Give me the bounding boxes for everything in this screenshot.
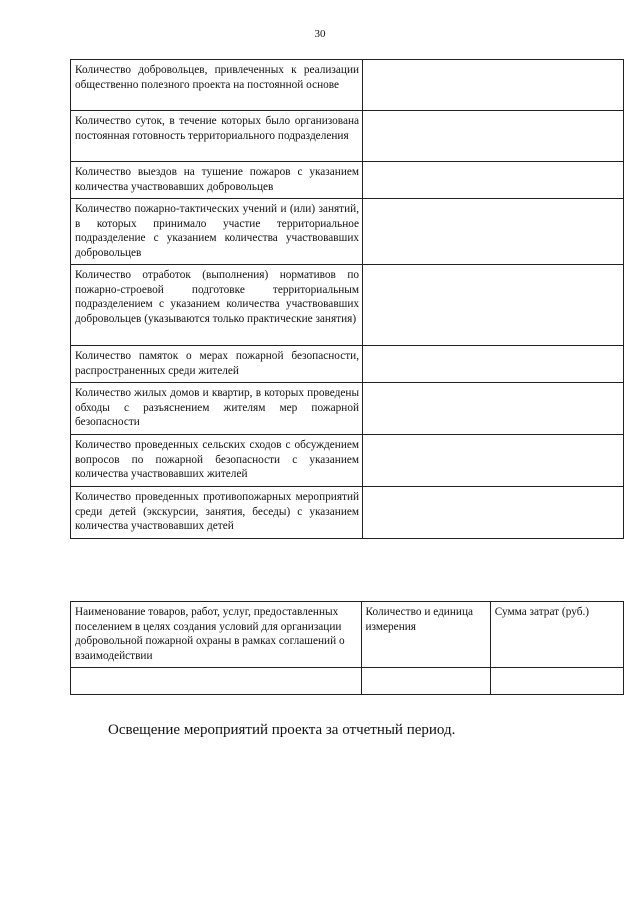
column-header-quantity: Количество и единица измерения: [361, 602, 490, 668]
indicator-value: [363, 346, 624, 383]
costs-table: [70, 601, 624, 695]
table-row: [71, 346, 624, 383]
indicator-label: Количество проведенных сельских сходов с обсуждением вопросов по пожарной безопасности с указанием количества участвовавших жителей: [71, 435, 363, 487]
indicator-label: Количество выездов на тушение пожаров с указанием количества участвовавших добровольцев: [71, 162, 363, 199]
table-row: [71, 60, 624, 111]
indicator-value: [363, 199, 624, 265]
indicator-label: Количество проведенных противопожарных мероприятий среди детей (экскурсии, занятия, беседы) с указанием количества участвовавших детей: [71, 487, 363, 539]
indicator-label: Количество отработок (выполнения) нормативов по пожарно-строевой подготовке территориальным подразделением с указанием количества участвовавших добровольцев (указываются только практические занятия): [71, 265, 363, 346]
indicators-table: [70, 59, 624, 539]
indicator-value: [363, 60, 624, 111]
indicator-label: Количество добровольцев, привлеченных к реализации общественно полезного проекта на постоянной основе: [71, 60, 363, 111]
table-row: [71, 265, 624, 346]
table-row: [71, 111, 624, 162]
column-header-name: Наименование товаров, работ, услуг, предоставленных поселением в целях создания условий для организации добровольной пожарной охраны в рамках соглашений о взаимодействии: [71, 602, 362, 668]
table-header-row: [71, 602, 624, 668]
table-row: [71, 199, 624, 265]
table-row: [71, 383, 624, 435]
section-heading: Освещение мероприятий проекта за отчетный период.: [108, 722, 456, 738]
indicator-value: [363, 383, 624, 435]
indicator-label: Количество памяток о мерах пожарной безопасности, распространенных среди жителей: [71, 346, 363, 383]
table-row: [71, 162, 624, 199]
indicator-value: [363, 111, 624, 162]
cost-sum-cell: [490, 668, 623, 695]
indicator-value: [363, 162, 624, 199]
indicator-value: [363, 435, 624, 487]
column-header-sum: Сумма затрат (руб.): [490, 602, 623, 668]
cost-quantity-cell: [361, 668, 490, 695]
indicator-label: Количество жилых домов и квартир, в которых проведены обходы с разъяснением жителям мер пожарной безопасности: [71, 383, 363, 435]
page-number: 30: [314, 28, 326, 40]
indicator-value: [363, 487, 624, 539]
indicator-label: Количество суток, в течение которых было организована постоянная готовность территориального подразделения: [71, 111, 363, 162]
table-row: [71, 487, 624, 539]
indicator-value: [363, 265, 624, 346]
indicator-label: Количество пожарно-тактических учений и (или) занятий, в которых принимало участие территориальное подразделение с указанием количества участвовавших добровольцев: [71, 199, 363, 265]
table-row: [71, 668, 624, 695]
table-row: [71, 435, 624, 487]
cost-name-cell: [71, 668, 362, 695]
